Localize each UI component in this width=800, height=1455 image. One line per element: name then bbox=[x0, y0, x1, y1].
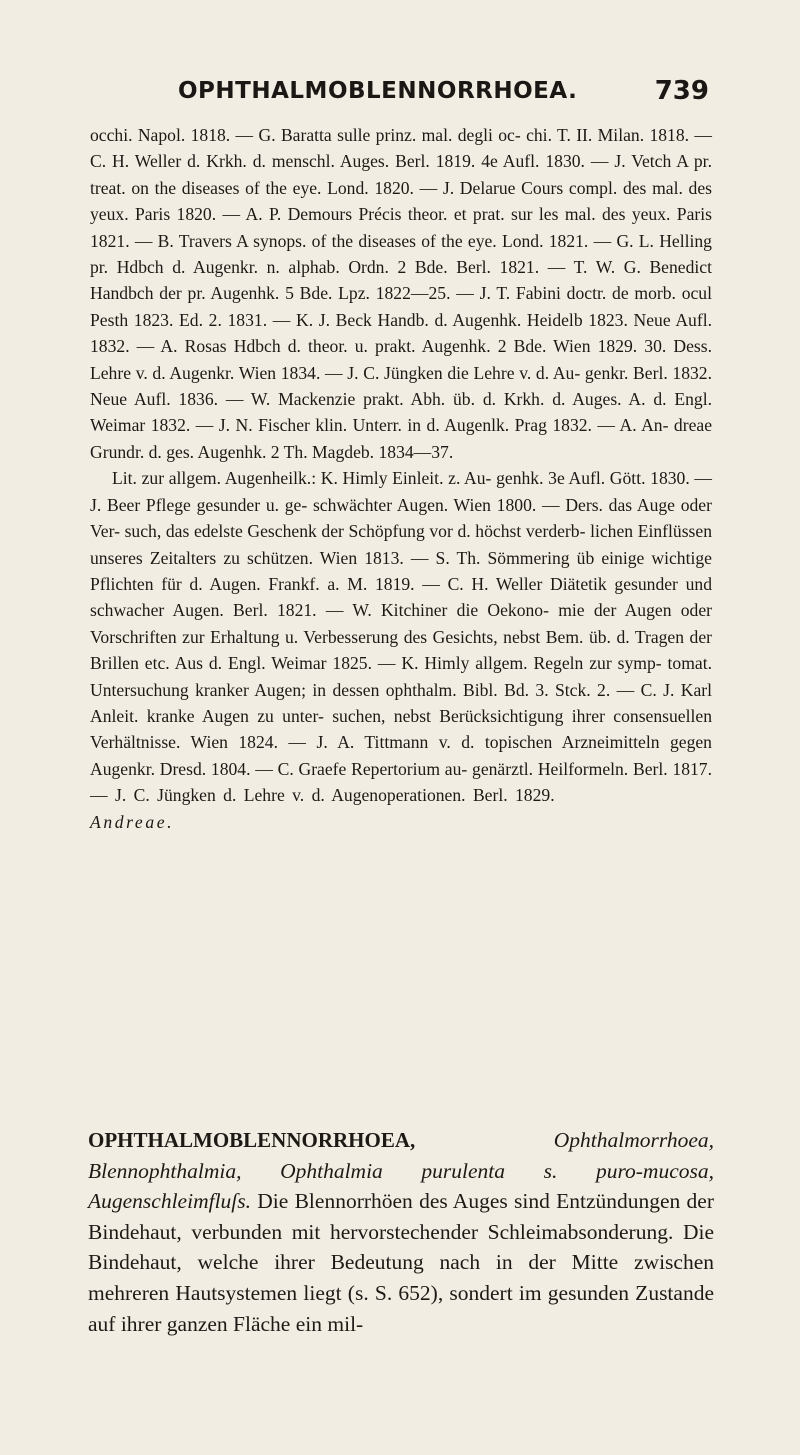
lit-line: suchen, nebst Berücksichtigung ihrer consensuellen Verhältnisse. bbox=[90, 705, 712, 753]
bib-line: the diseases of the eye. Lond. 1820. — J. Delarue Cours bbox=[154, 177, 564, 198]
lit-line: S. Th. Sömmering üb einige wichtige Pflichten für d. Augen. bbox=[90, 547, 712, 594]
entry-synonyms: Ophthalmorrhoea, Blennophthalmia, Ophthalmia purulenta s. puro-mucosa, Augenschleimfluſs. bbox=[88, 1128, 714, 1214]
lit-line: tomat. Untersuchung kranker Augen; in dessen ophthalm. Bibl. bbox=[90, 653, 712, 700]
bib-line: Pesth 1823. Ed. 2. 1831. — K. J. Beck Handb. d. Augenhk. bbox=[90, 309, 522, 330]
bib-line: Auges. Berl. 1819. 4e Aufl. 1830. — J. Vetch A pr. treat. on bbox=[90, 151, 712, 198]
bib-line: occhi. Napol. 1818. — G. Baratta sulle prinz. mal. degli oc- bbox=[90, 125, 521, 145]
lit-line: des Gesichts, nebst Bem. üb. d. Tragen der Brillen etc. Aus d. bbox=[90, 626, 712, 674]
entry-paragraph bbox=[88, 1125, 714, 1339]
bib-line: Travers A synops. of the diseases of the eye. Lond. 1821. — bbox=[178, 230, 612, 251]
bibliography-text bbox=[90, 122, 712, 465]
bib-line: Précis theor. et prat. sur les mal. des yeux. Paris 1821. — B. bbox=[90, 204, 712, 251]
bib-line: G. L. Helling pr. Hdbch d. Augenkr. n. alphab. Ordn. 2 Bde. bbox=[90, 230, 712, 278]
entry-headword: OPHTHALMOBLENNORRHOEA, bbox=[88, 1128, 416, 1152]
bibliography-block bbox=[90, 122, 712, 835]
bib-line: Abh. üb. d. Krkh. d. Auges. A. d. Engl. Weimar 1832. — J. N. bbox=[90, 389, 712, 436]
running-title: OPHTHALMOBLENNORRHOEA. bbox=[178, 78, 578, 104]
entry-text: Die Blennorrhöen des Auges sind Entzündungen der Bindehaut, verbunden mit hervorstechender Schleimabsonderung. Die Bindehaut, welche ihrer Bedeutung nach in der Mitte zwischen mehreren Hautsystemen liegt (s. S. 652), sondert im gesunden Zustande auf ihrer ganzen Fläche ein mil- bbox=[88, 1189, 715, 1336]
lit-line: genärztl. Heilformeln. Berl. 1817. — J. C. Jüngken d. Lehre bbox=[90, 758, 712, 806]
lit-line: Engl. Weimar 1825. — K. Himly allgem. Regeln zur symp- bbox=[228, 653, 662, 674]
literature-paragraph bbox=[90, 465, 712, 835]
bib-line: chi. T. II. Milan. 1818. — C. H. Weller d. Krkh. d. menschl. bbox=[90, 125, 712, 172]
bib-line: genkr. Berl. 1832. Neue Aufl. 1836. — W. Mackenzie prakt. bbox=[90, 362, 712, 410]
bib-line: Fischer klin. Unterr. in d. Augenlk. Prag 1832. — A. An- bbox=[258, 415, 669, 436]
running-head bbox=[0, 76, 800, 116]
lit-line: Frankf. a. M. 1819. — C. H. Weller Diätetik gesunder und bbox=[268, 573, 712, 594]
lit-line: genhk. 3e Aufl. Gött. 1830. — J. Beer Pflege gesunder u. ge- bbox=[90, 468, 713, 515]
page-number: 739 bbox=[654, 76, 709, 106]
lit-line: such, das edelste Geschenk der Schöpfung vor d. höchst verderb- bbox=[124, 521, 586, 542]
lit-line: v. d. Augenoperationen. Berl. 1829. bbox=[292, 785, 555, 806]
lit-line: schwächter Augen. Wien 1800. — Ders. das Auge oder Ver- bbox=[90, 494, 712, 542]
author-signature: Andreae. bbox=[90, 811, 175, 832]
lit-line: Bd. 3. Stck. 2. — C. J. Karl Anleit. kranke Augen zu unter- bbox=[90, 679, 712, 726]
bib-line: u. prakt. Augenhk. 2 Bde. Wien 1829. 30. Dess. Lehre v. d. bbox=[90, 336, 712, 383]
lit-line: mie der Augen oder Vorschriften zur Erhaltung u. Verbesserung bbox=[90, 600, 712, 647]
bib-line: Heidelb 1823. Neue Aufl. 1832. — A. Rosas Hdbch d. theor. bbox=[90, 309, 712, 357]
lit-line: Wien 1824. — J. A. Tittmann v. d. topischen Arzneimitteln bbox=[190, 732, 660, 753]
bib-line: compl. des mal. des yeux. Paris 1820. — A. P. Demours bbox=[90, 177, 712, 225]
bib-line: 5 Bde. Lpz. 1822—25. — J. T. Fabini doctr. de morb. ocul bbox=[285, 283, 712, 304]
bib-line: dreae Grundr. d. ges. Augenhk. 2 Th. Magdeb. 1834—37. bbox=[90, 415, 713, 462]
bib-line: Berl. 1821. — T. W. G. Benedict Handbch der pr. Augenhk. bbox=[90, 257, 712, 304]
lit-line: gegen Augenkr. Dresd. 1804. — C. Graefe Repertorium au- bbox=[90, 732, 712, 779]
lit-line: schwacher Augen. Berl. 1821. — W. Kitchiner die Oekono- bbox=[90, 600, 549, 621]
lit-line: lichen Einflüssen unseres Zeitalters zu schützen. Wien 1813. — bbox=[90, 521, 712, 568]
bib-line: Augenkr. Wien 1834. — J. C. Jüngken die Lehre v. d. Au- bbox=[169, 362, 581, 383]
lit-line: Lit. zur allgem. Augenheilk.: K. Himly Einleit. z. Au- bbox=[112, 468, 492, 489]
